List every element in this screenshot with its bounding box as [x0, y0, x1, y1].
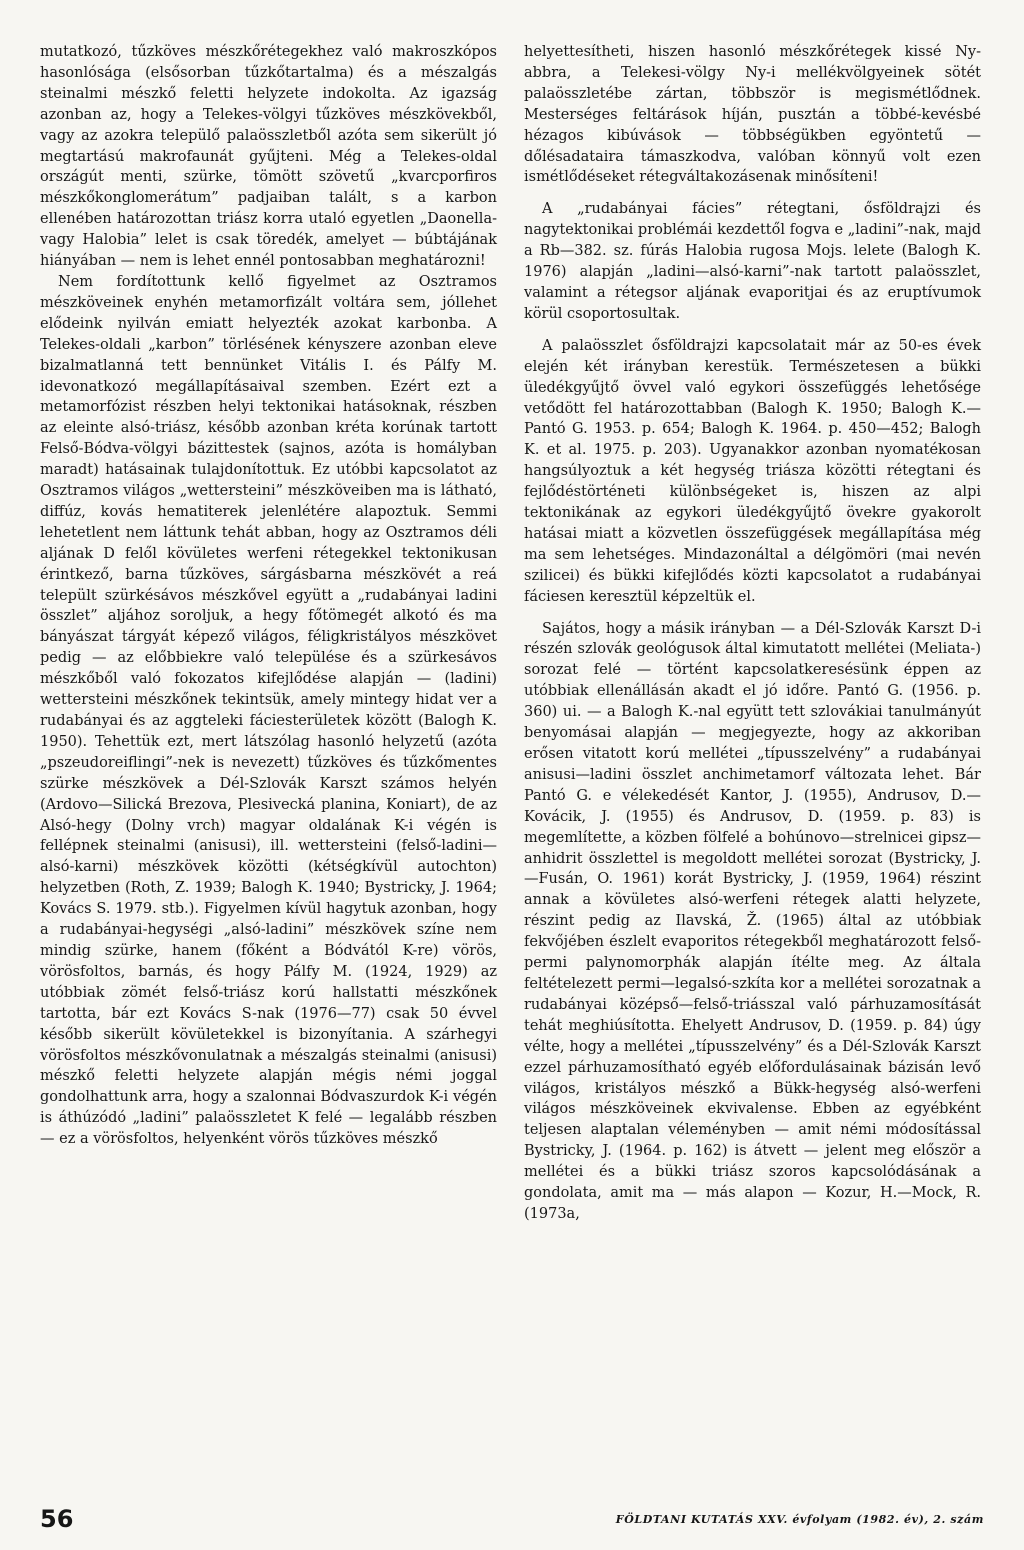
- left-paragraph-2: Nem fordítottunk kellő figyelmet az Osztramos mészköveinek enyhén metamorfizált voltára sem, jóllehet elődeink nyilván emiatt helyezték azokat karbonba. A Telekes-oldali „karbon” törlésének kényszere azonban eleve bizalmatlanná tett bennünket Vitális I. és Pálfy M. idevonatkozó megállapításaival szemben. Ezért ezt a metamorfózist részben helyi tektonikai hatásoknak, részben az eleinte alsó-triász, később azonban kréta korúnak tartott Felső-Bódva-völgyi bázittestek (sajnos, azóta is homályban maradt) hatásainak tulajdonítottuk. Ez utóbbi kapcsolatot az Osztramos világos „wettersteini” mészköveiben ma is látható, diffúz, kovás hematiterek jelenlétére alapoztuk. Semmi lehetetlent nem láttunk tehát abban, hogy az Osztramos déli aljának D felől kövületes werfeni rétegekkel tektonikusan érintkező, barna tűzköves, sárgásbarna mészkövét a reá települt szürkésávos mészkővel együtt a „rudabányai ladini összlet” aljához soroljuk, a hegy főtömegét alkotó és ma bányászat tárgyát képező világos, féligkristályos mészkövet pedig — az előbbiekre való települése és a szürkesávos mészkőből való fokozatos kifejlődése alapján — (ladini) wettersteini mészkőnek tekintsük, amely mintegy hidat ver a rudabányai és az aggteleki fáciesterületek között (Balogh K. 1950). Tehettük ezt, mert látszólag hasonló helyzetű (azóta „pszeudoreiflingi”-nek is nevezett) tűzköves és tűzkőmentes szürke mészkövek a Dél-Szlovák Karszt számos helyén (Ardovo—Silická Brezova, Plesivecká planina, Koniart), de az Alsó-hegy (Dolny vrch) magyar oldalának K-i végén is fellépnek steinalmi (anisusi), ill. wettersteini (felső-ladini—alsó-karni) mészkövek közötti (kétségkívül autochton) helyzetben (Roth, Z. 1939; Balogh K. 1940; Bystricky, J. 1964; Kovács S. 1979. stb.). Figyelmen kívül hagytuk azonban, hogy a rudabányai-hegységi „alsó-ladini” mészkövek színe nem mindig szürke, hanem (főként a Bódvától K-re) vörös, vörösfoltos, barnás, és hogy Pálfy M. (1924, 1929) az utóbbiak zömét felső-triász korú hallstatti mészkőnek tartotta, bár ezt Kovács S-nak (1976—77) csak 50 évvel később sikerült kövületekkel is bizonyítania. A szárhegyi vörösfoltos mészkővonulatnak a mészalgás steinalmi (anisusi) mészkő feletti helyzete alapján mégis némi joggal gondolhattunk arra, hogy a szalonnai Bódvaszurdok K-i végén is áthúzódó „ladini” palaösszletet K felé — legalább részben — ez a vörösfoltos, helyenként vörös tűzköves mészkő: [40, 273, 497, 1148]
- right-paragraph-1: helyettesítheti, hiszen hasonló mészkőrétegek kissé Ny-abbra, a Telekesi-völgy Ny-i mellékvölgyeinek sötét palaösszletébe zártan, többször is megismétlődnek. Mesterséges feltárások híján, pusztán a többé-kevésbé hézagos kibúvások — többségükben egyöntetű — dőlésadataira támaszkodva, valóban könnyű volt ezen ismétlődéseket rétegváltakozásenak minősíteni!: [524, 44, 981, 186]
- right-paragraph-3: A palaösszlet ősföldrajzi kapcsolatait már az 50-es évek elején két irányban kerestük. Természetesen a bükki üledékgyűjtő övvel való egykori összefüggés lehetősége vetődött fel határozottabban (Balogh K. 1950; Balogh K.—Pantó G. 1953. p. 654; Balogh K. 1964. p. 450—452; Balogh K. et al. 1975. p. 203). Ugyanakkor azonban nyomatékosan hangsúlyoztuk a két hegység triásza közötti rétegtani és fejlődéstörténeti különbségeket is, hiszen az alpi tektonikának az egykori üledékgyűjtő övekre gyakorolt hatásai miatt a közvetlen összefüggések megállapítása még ma sem lehetséges. Mindazonáltal a délgömöri (mai nevén szilicei) és bükki kifejlődés közti kapcsolatot a rudabányai fáciesen keresztül képzeltük el.: [524, 337, 981, 605]
- right-paragraph-4: Sajátos, hogy a másik irányban — a Dél-Szlovák Karszt D-i részén szlovák geológusok által kimutatott mellétei (Meliata-) sorozat felé — történt kapcsolatkeresésünk éppen az utóbbiak ellenállásán akadt el jó időre. Pantó G. (1956. p. 360) ui. — a Balogh K.-nal együtt tett szlovákiai tanulmányút benyomásai alapján — megjegyezte, hogy az akkoriban erősen vitatott korú mellétei „típusszelvény” a rudabányai anisusi—ladini összlet anchimetamorf változata lehet. Bár Pantó G. e vélekedését Kantor, J. (1955), Andrusov, D.—Kovácik, J. (1955) és Andrusov, D. (1959. p. 83) is megemlítette, a közben fölfelé a bohúnovo—strelnicei gipsz—anhidrit összlettel is megoldott mellétei sorozat (Bystricky, J.—Fusán, O. 1961) korát Bystricky, J. (1959, 1964) részint annak a kövületes alsó-werfeni rétegek alatti helyzete, részint pedig az Ilavská, Ž. (1965) által az utóbbiak fekvőjében észlelt evaporitos rétegekből meghatározott felső-permi palynomorphák alapján ítélte meg. Az általa feltételezett permi—legalsó-szkíta kor a mellétei sorozatnak a rudabányai középső—felső-triásszal való párhuzamosítását tehát meghiúsította. Ehelyett Andrusov, D. (1959. p. 84) úgy vélte, hogy a mellétei „típusszelvény” és a Dél-Szlovák Karszt ezzel párhuzamosítható egyéb előfordulásainak bázisán levő világos, kristályos mészkő a Bükk-hegység alsó-werfeni világos mészköveinek ekvivalense. Ebben az egyébként teljesen alaptalan véleményben — amit némi módosítással Bystricky, J. (1964. p. 162) is átvett — jelent meg először a mellétei és a bükki triász szoros kapcsolódásának a gondolata, amit ma — más alapon — Kozur, H.—Mock, R. (1973a,: [524, 620, 981, 1222]
- page-footer: [40, 1505, 984, 1539]
- right-paragraph-2: A „rudabányai fácies” rétegtani, ősföldrajzi és nagytektonikai problémái kezdettől fogva e „ladini”-nak, majd a Rb—382. sz. fúrás Halobia rugosa Mojs. lelete (Balogh K. 1976) alapján „ladini—alsó-karni”-nak tartott palaösszlet, valamint a rétegsor aljának evaporitjai és az eruptívumok körül csoportosultak.: [524, 201, 981, 322]
- page-number: 56: [40, 1505, 74, 1533]
- right-column: [524, 42, 981, 1225]
- left-paragraph-1: mutatkozó, tűzköves mészkőrétegekhez való makroszkópos hasonlósága (elsősorban tűzkőtartalma) és a mészalgás steinalmi mészkő feletti helyzete indokolta. Az igazság azonban az, hogy a Telekes-völgyi tűzköves mészkövekből, vagy az azokra települő palaösszletből azóta sem sikerült jó megtartású makrofaunát gyűjteni. Még a Telekes-oldal országút menti, szürke, tömött szövetű „kvarcporfiros mészkőkonglomerátum” padjaiban talált, s a karbon ellenében határozottan triász korra utaló egyetlen „Daonella- vagy Halobia” lelet is csak töredék, amelyet — búbtájának hiányában — nem is lehet ennél pontosabban meghatározni!: [40, 44, 497, 270]
- journal-reference: FÖLDTANI KUTATÁS XXV. évfolyam (1982. év), 2. szám: [615, 1513, 984, 1526]
- left-column: [40, 42, 497, 1150]
